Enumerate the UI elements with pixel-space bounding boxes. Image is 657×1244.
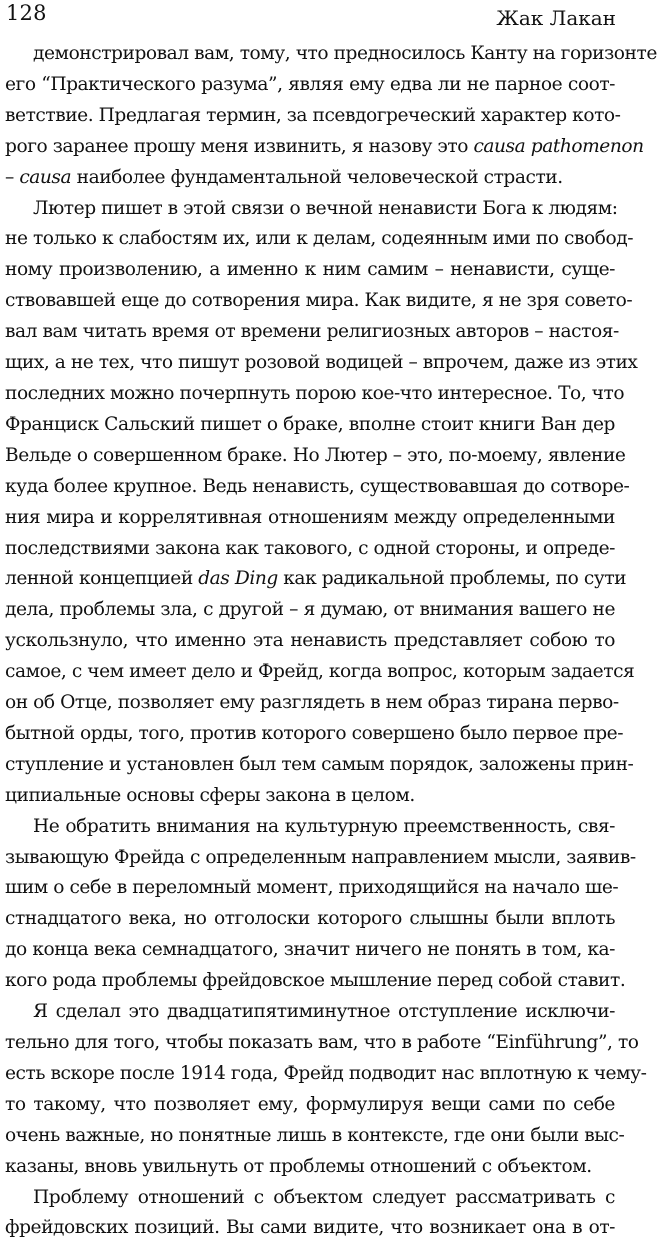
- text-line: [5, 441, 626, 472]
- paragraph: [5, 39, 657, 194]
- text-line: [5, 843, 636, 874]
- text-line: [5, 70, 615, 101]
- text-line: [5, 750, 634, 781]
- text-line: [5, 1090, 615, 1121]
- text-run: ступление и установлен был тем самым порядок, заложены прин-: [5, 753, 634, 775]
- text-run: зывающую Фрейда с определенным направлением мысли, заявив-: [5, 846, 636, 868]
- text-run: ускользнуло, что именно эта ненависть представляет собою то: [5, 630, 615, 652]
- text-line: [5, 1028, 639, 1059]
- text-line: [5, 163, 615, 194]
- body-text: [5, 39, 657, 1244]
- text-line: [5, 132, 644, 163]
- text-run: кого рода проблемы фрейдовское мышление перед собой ставит.: [5, 970, 626, 992]
- text-run: ветствие. Предлагая термин, за псевдогреческий характер кото-: [5, 104, 621, 126]
- text-run: до конца века семнадцатого, значит ничего не понять в том, ка-: [5, 939, 615, 961]
- text-run: дела, проблемы зла, с другой – я думаю, от внимания вашего не: [5, 599, 615, 621]
- text-run: тельно для того, чтобы показать вам, что в работе “Einführung”, то: [5, 1032, 639, 1053]
- italic-term: das Ding: [198, 568, 278, 590]
- text-run: Я сделал это двадцатипятиминутное отступление исключи-: [33, 1001, 615, 1023]
- text-run: очень важные, но понятные лишь в контексте, где они были выс-: [5, 1124, 625, 1146]
- italic-term: causa pathomenon: [473, 135, 644, 157]
- text-run: последствиями закона как такового, с одной стороны, и опреде-: [5, 537, 615, 559]
- text-run: ципиальные основы сферы закона в целом.: [5, 784, 415, 806]
- text-run: как радикальной проблемы, по сути: [277, 568, 627, 590]
- text-line: [5, 472, 630, 503]
- text-line: [5, 317, 619, 348]
- text-run: Не обратить внимания на культурную преемственность, свя-: [33, 815, 615, 837]
- paragraph: [5, 997, 647, 1182]
- text-line: [5, 904, 615, 935]
- text-line: [5, 873, 619, 904]
- text-run: рого заранее прошу меня извинить, я назову это: [5, 135, 474, 157]
- text-run: Проблему отношений с объектом следует рассматривать с: [33, 1186, 615, 1208]
- text-run: ния мира и коррелятивная отношениям между определенными: [5, 506, 615, 528]
- page-number: 128: [6, 1, 47, 25]
- text-line: [5, 812, 615, 843]
- text-line: [5, 194, 618, 225]
- text-line: [5, 781, 615, 812]
- text-line: [5, 379, 625, 410]
- paragraph: [5, 194, 638, 812]
- text-line: [5, 595, 615, 626]
- text-run: не только к слабостям их, или к делам, содеянным ими по свобод-: [5, 228, 634, 250]
- text-run: Франциск Сальский пишет о браке, вполне стоит книги Ван дер: [5, 413, 615, 435]
- text-run: то такому, что позволяет ему, формулируя вещи сами по себе: [5, 1093, 615, 1115]
- text-line: [5, 101, 621, 132]
- text-line: [5, 1121, 625, 1152]
- text-run: фрейдовских позиций. Вы сами видите, что возникает она в от-: [5, 1217, 615, 1239]
- running-head: Жак Лакан: [496, 6, 616, 30]
- text-run: его “Практического разума”, являя ему едва ли не парное соот-: [5, 73, 615, 95]
- text-line: [5, 997, 615, 1028]
- text-run: щих, а не тех, что пишут розовой водицей – впрочем, даже из этих: [5, 352, 638, 374]
- text-line: [5, 626, 615, 657]
- italic-term: causa: [19, 166, 72, 188]
- text-run: ному произволению, а именно к ним самим – ненависти, суще-: [5, 259, 615, 281]
- text-run: ствовавшей еще до сотворения мира. Как видите, я не зря совето-: [5, 290, 633, 312]
- text-line: [5, 719, 624, 750]
- text-run: последних можно почерпнуть порою кое-что интересное. То, что: [5, 382, 625, 404]
- text-run: есть вскоре после 1914 года, Фрейд подводит нас вплотную к чему-: [5, 1062, 647, 1084]
- text-line: [5, 1213, 615, 1244]
- text-run: вал вам читать время от времени религиозных авторов – настоя-: [5, 321, 619, 343]
- text-run: Вельде о совершенном браке. Но Лютер – это, по-моему, явление: [5, 444, 626, 466]
- text-run: –: [5, 166, 20, 188]
- text-line: [5, 657, 635, 688]
- text-run: самое, с чем имеет дело и Фрейд, когда вопрос, которым задается: [5, 661, 635, 683]
- text-line: [5, 966, 626, 997]
- text-run: шим о себе в переломный момент, приходящийся на начало ше-: [5, 877, 619, 899]
- text-line: [5, 224, 634, 255]
- text-run: куда более крупное. Ведь ненависть, существовавшая до сотворе-: [5, 475, 630, 497]
- text-line: [5, 286, 633, 317]
- page-header: [0, 0, 620, 40]
- text-line: [5, 410, 615, 441]
- text-run: демонстрировал вам, тому, что предносилось Канту на горизонте: [33, 43, 657, 64]
- text-run: Лютер пишет в этой связи о вечной ненависти Бога к людям:: [33, 197, 618, 219]
- paragraph: [5, 812, 636, 997]
- text-run: наиболее фундаментальной человеческой страсти.: [71, 166, 563, 188]
- text-run: ленной концепцией: [5, 568, 199, 590]
- text-run: казаны, вновь увильнуть от проблемы отношений с объектом.: [5, 1155, 592, 1177]
- text-line: [5, 503, 615, 534]
- text-line: [5, 564, 627, 595]
- text-line: [5, 39, 657, 70]
- text-line: [5, 348, 638, 379]
- text-line: [5, 255, 615, 286]
- text-run: стнадцатого века, но отголоски которого слышны были вплоть: [5, 908, 615, 930]
- text-run: он об Отце, позволяет ему разглядеть в нем образ тирана перво-: [5, 692, 619, 714]
- text-line: [5, 534, 615, 565]
- text-line: [5, 1059, 647, 1090]
- text-line: [5, 1152, 615, 1183]
- text-line: [5, 935, 615, 966]
- text-line: [5, 688, 619, 719]
- text-line: [5, 1183, 615, 1214]
- paragraph: [5, 1183, 615, 1244]
- text-run: бытной орды, того, против которого совершено было первое пре-: [5, 722, 624, 744]
